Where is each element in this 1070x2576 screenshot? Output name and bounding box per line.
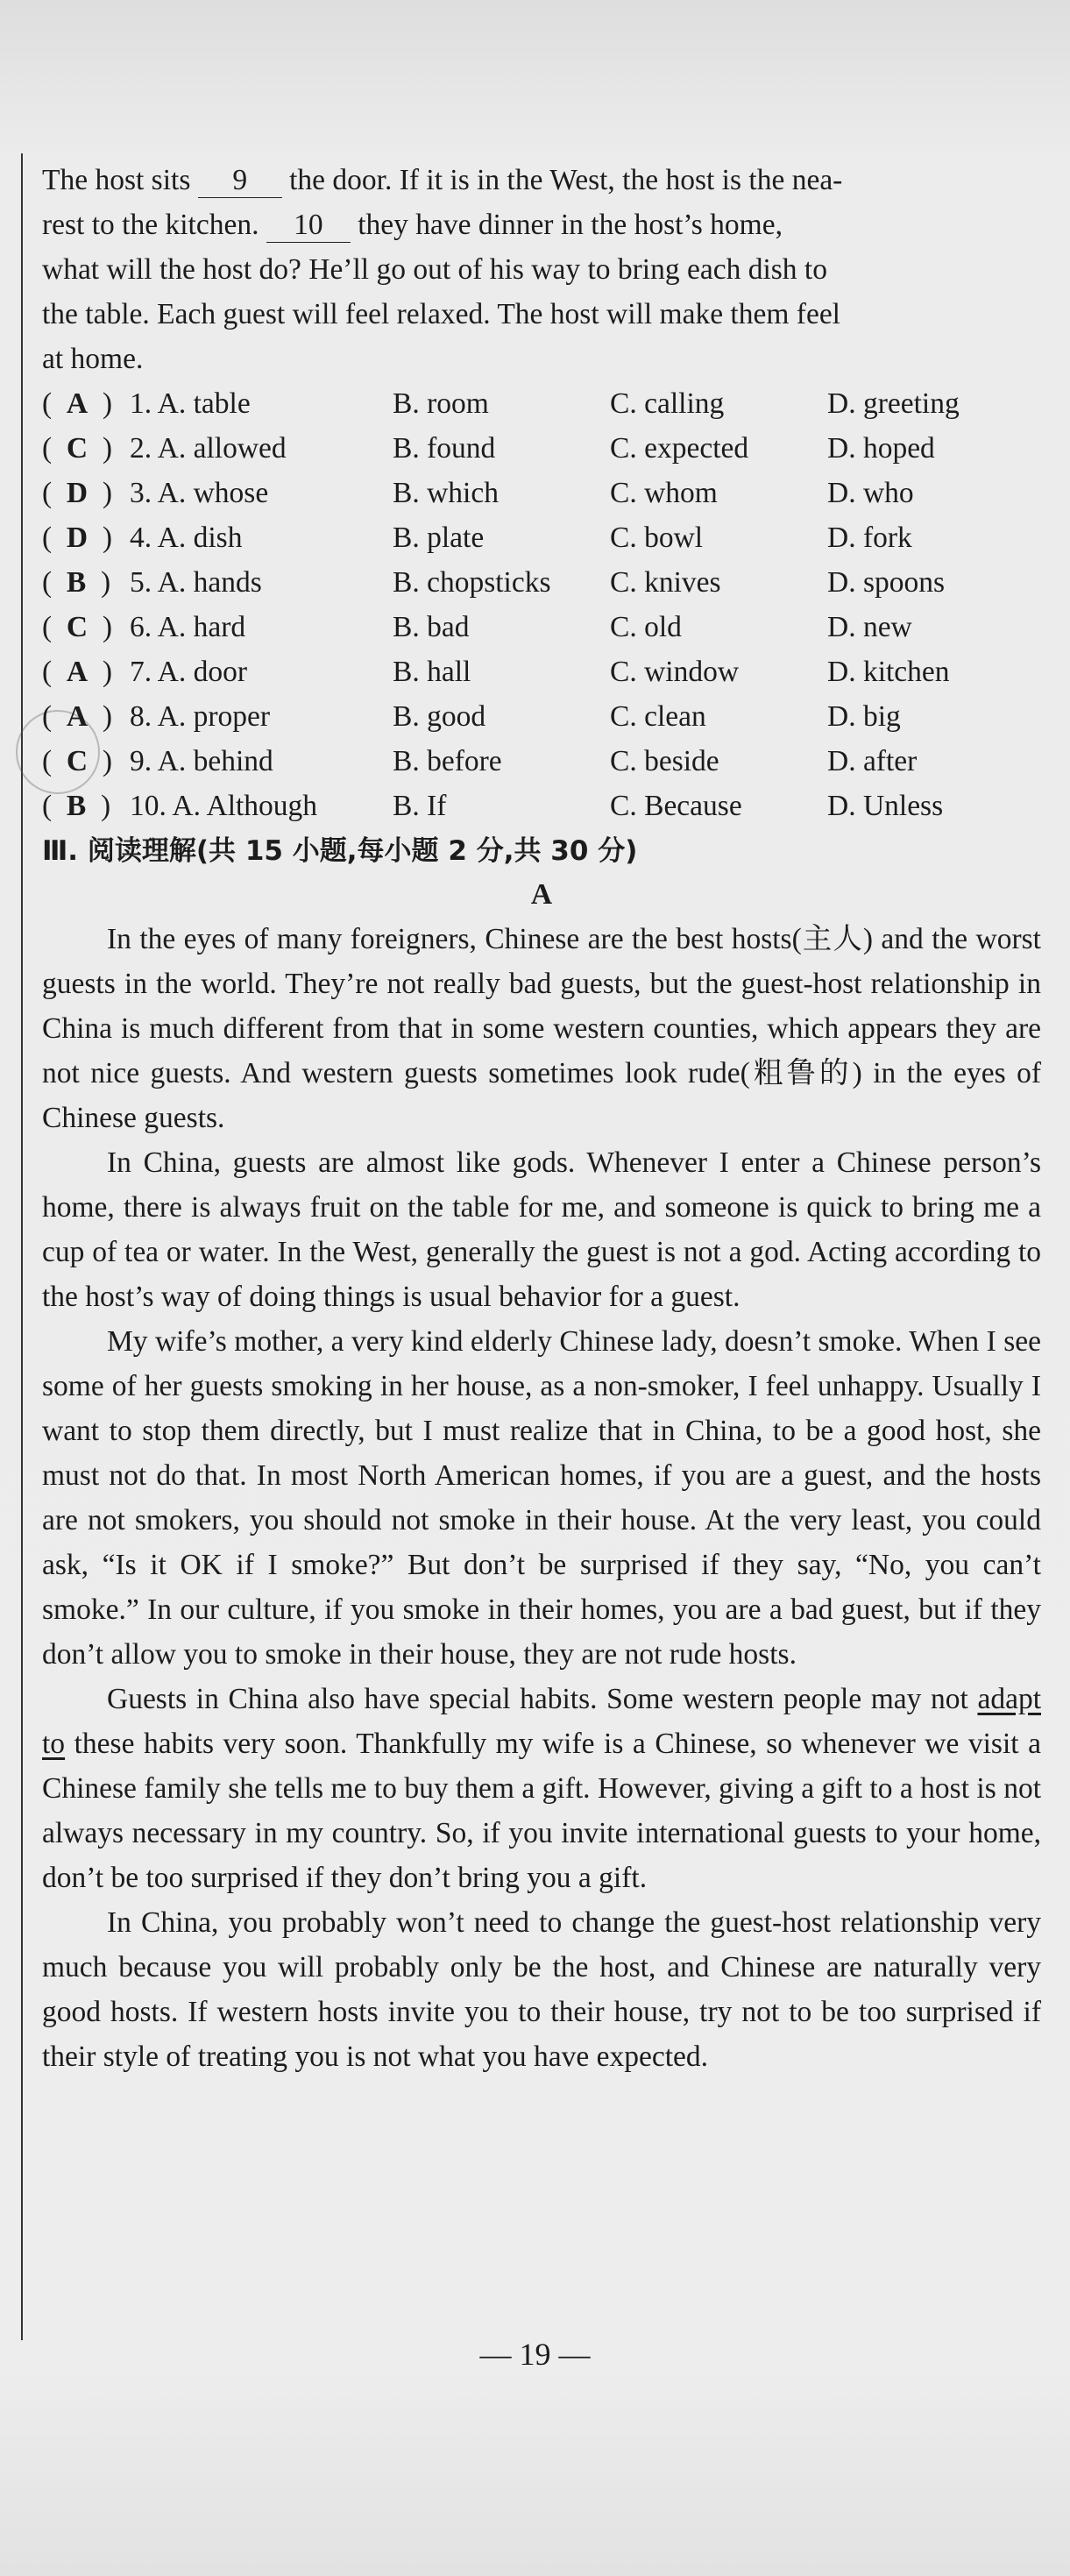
page-content — [42, 158, 1041, 2079]
passage-text: these habits very soon. Thankfully my wife is a Chinese, so whenever we visit a Chinese family she tells me to buy them a gift. However, giving a gift to a host is not always necessary in my country. So, if you invite international guests to your home, don’t be too surprised if they don’t bring you a gift. — [42, 1728, 1042, 1894]
option-c: C. window — [610, 656, 740, 688]
option-c: C. knives — [610, 566, 721, 599]
page-number: — 19 — — [479, 2337, 591, 2372]
option-c: C. expected — [610, 432, 749, 465]
option-a: 10. A. Although — [130, 790, 318, 822]
option-row — [42, 515, 1041, 560]
answer-mark: ( C ) — [42, 432, 113, 465]
underlined-phrase: adapt to — [42, 1683, 1041, 1760]
option-d: D. fork — [827, 522, 912, 554]
section-heading: Ⅲ. 阅读理解(共 15 小题,每小题 2 分,共 30 分) — [42, 835, 638, 867]
cloze-line: what will the host do? He’ll go out of his way to bring each dish to — [42, 253, 827, 286]
cloze-line — [42, 202, 1041, 247]
option-row — [42, 560, 1041, 605]
option-a: 9. A. behind — [130, 745, 273, 777]
cloze-line — [42, 158, 1041, 202]
passage-paragraph: In China, you probably won’t need to change the guest-host relationship very much because you will probably only be the host, and Chinese are naturally very good hosts. If western hosts invite you to their house, try not to be too surprised if their style of treating you is not what you have expected. — [42, 1906, 1041, 2073]
answer-mark: ( C ) — [42, 611, 113, 643]
margin-rule — [21, 153, 23, 2340]
option-d: D. big — [827, 700, 901, 733]
option-b: B. which — [393, 477, 499, 509]
option-c: C. bowl — [610, 522, 704, 554]
option-a: 4. A. dish — [130, 522, 243, 554]
cloze-text: they have dinner in the host’s home, — [358, 209, 783, 241]
option-b: B. hall — [393, 656, 471, 688]
answer-mark: ( A ) — [42, 656, 113, 688]
option-b: B. chopsticks — [393, 566, 551, 599]
passage-paragraph: In China, guests are almost like gods. Whenever I enter a Chinese person’s home, there is always fruit on the table for me, and someone is quick to bring me a cup of tea or water. In the West, generally the guest is not a god. Acting according to the host’s way of doing things is usual behavior for a guest. — [42, 1146, 1041, 1313]
option-row — [42, 694, 1041, 739]
cloze-blank-10: 10 — [266, 209, 351, 243]
option-a: 1. A. table — [130, 387, 251, 420]
option-row — [42, 381, 1041, 426]
answer-mark: ( D ) — [42, 477, 113, 509]
cloze-line: the table. Each guest will feel relaxed. The host will make them feel — [42, 298, 840, 330]
option-b: B. good — [393, 700, 486, 733]
answer-mark: ( C ) — [42, 745, 113, 777]
option-c: C. clean — [610, 700, 706, 733]
cloze-blank-9: 9 — [198, 164, 282, 198]
cloze-text: rest to the kitchen. — [42, 209, 259, 241]
option-d: D. after — [827, 745, 918, 777]
option-a: 6. A. hard — [130, 611, 246, 643]
option-b: B. If — [393, 790, 447, 822]
answer-mark: ( A ) — [42, 387, 113, 420]
passage-paragraph — [42, 1677, 1041, 1900]
option-d: D. spoons — [827, 566, 946, 599]
option-c: C. Because — [610, 790, 742, 822]
option-a: 3. A. whose — [130, 477, 269, 509]
answer-mark: ( A ) — [42, 700, 113, 733]
passage-paragraph: My wife’s mother, a very kind elderly Chinese lady, doesn’t smoke. When I see some of her guests smoking in her house, as a non-smoker, I feel unhappy. Usually I want to stop them directly, but I must realize that in China, to be a good host, she must not do that. In most North American homes, if you are a guest, and the hosts are not smokers, you should not smoke in their house. At the very least, you could ask, “Is it OK if I smoke?” But don’t be surprised if they say, “No, you can’t smoke.” In our culture, if you smoke in their homes, you are a bad guest, but if they don’t allow you to smoke in their house, they are not rude hosts. — [42, 1325, 1041, 1671]
option-row — [42, 605, 1041, 649]
answer-mark: ( D ) — [42, 522, 113, 554]
option-row — [42, 471, 1041, 515]
option-d: D. new — [827, 611, 912, 643]
answer-options — [42, 381, 1041, 828]
cloze-text: the door. If it is in the West, the host is the nea- — [289, 164, 843, 196]
option-d: D. hoped — [827, 432, 935, 465]
cloze-line: at home. — [42, 343, 144, 375]
option-b: B. before — [393, 745, 502, 777]
option-a: 8. A. proper — [130, 700, 271, 733]
option-row — [42, 739, 1041, 784]
option-b: B. plate — [393, 522, 485, 554]
option-c: C. whom — [610, 477, 718, 509]
option-a: 2. A. allowed — [130, 432, 287, 465]
option-d: D. greeting — [827, 387, 960, 420]
option-b: B. bad — [393, 611, 470, 643]
option-c: C. calling — [610, 387, 725, 420]
option-a: 5. A. hands — [130, 566, 262, 599]
option-b: B. room — [393, 387, 489, 420]
option-d: D. Unless — [827, 790, 944, 822]
answer-mark: ( B ) — [42, 790, 111, 822]
option-row — [42, 426, 1041, 471]
option-row — [42, 649, 1041, 694]
option-b: B. found — [393, 432, 496, 465]
passage-paragraph: In the eyes of many foreigners, Chinese are the best hosts(主人) and the worst guests in the world. They’re not really bad guests, but the guest-host relationship in China is much different from that in some western counties, which appears they are not nice guests. And western guests sometimes look rude(粗鲁的) in the eyes of Chinese guests. — [42, 923, 1041, 1134]
option-c: C. old — [610, 611, 682, 643]
option-row — [42, 784, 1041, 828]
option-d: D. who — [827, 477, 914, 509]
answer-mark: ( B ) — [42, 566, 111, 599]
passage-label: A — [530, 878, 553, 911]
option-d: D. kitchen — [827, 656, 950, 688]
option-c: C. beside — [610, 745, 719, 777]
passage-text: Guests in China also have special habits. Some western people may not — [107, 1683, 968, 1715]
cloze-text: The host sits — [42, 164, 191, 196]
option-a: 7. A. door — [130, 656, 247, 688]
